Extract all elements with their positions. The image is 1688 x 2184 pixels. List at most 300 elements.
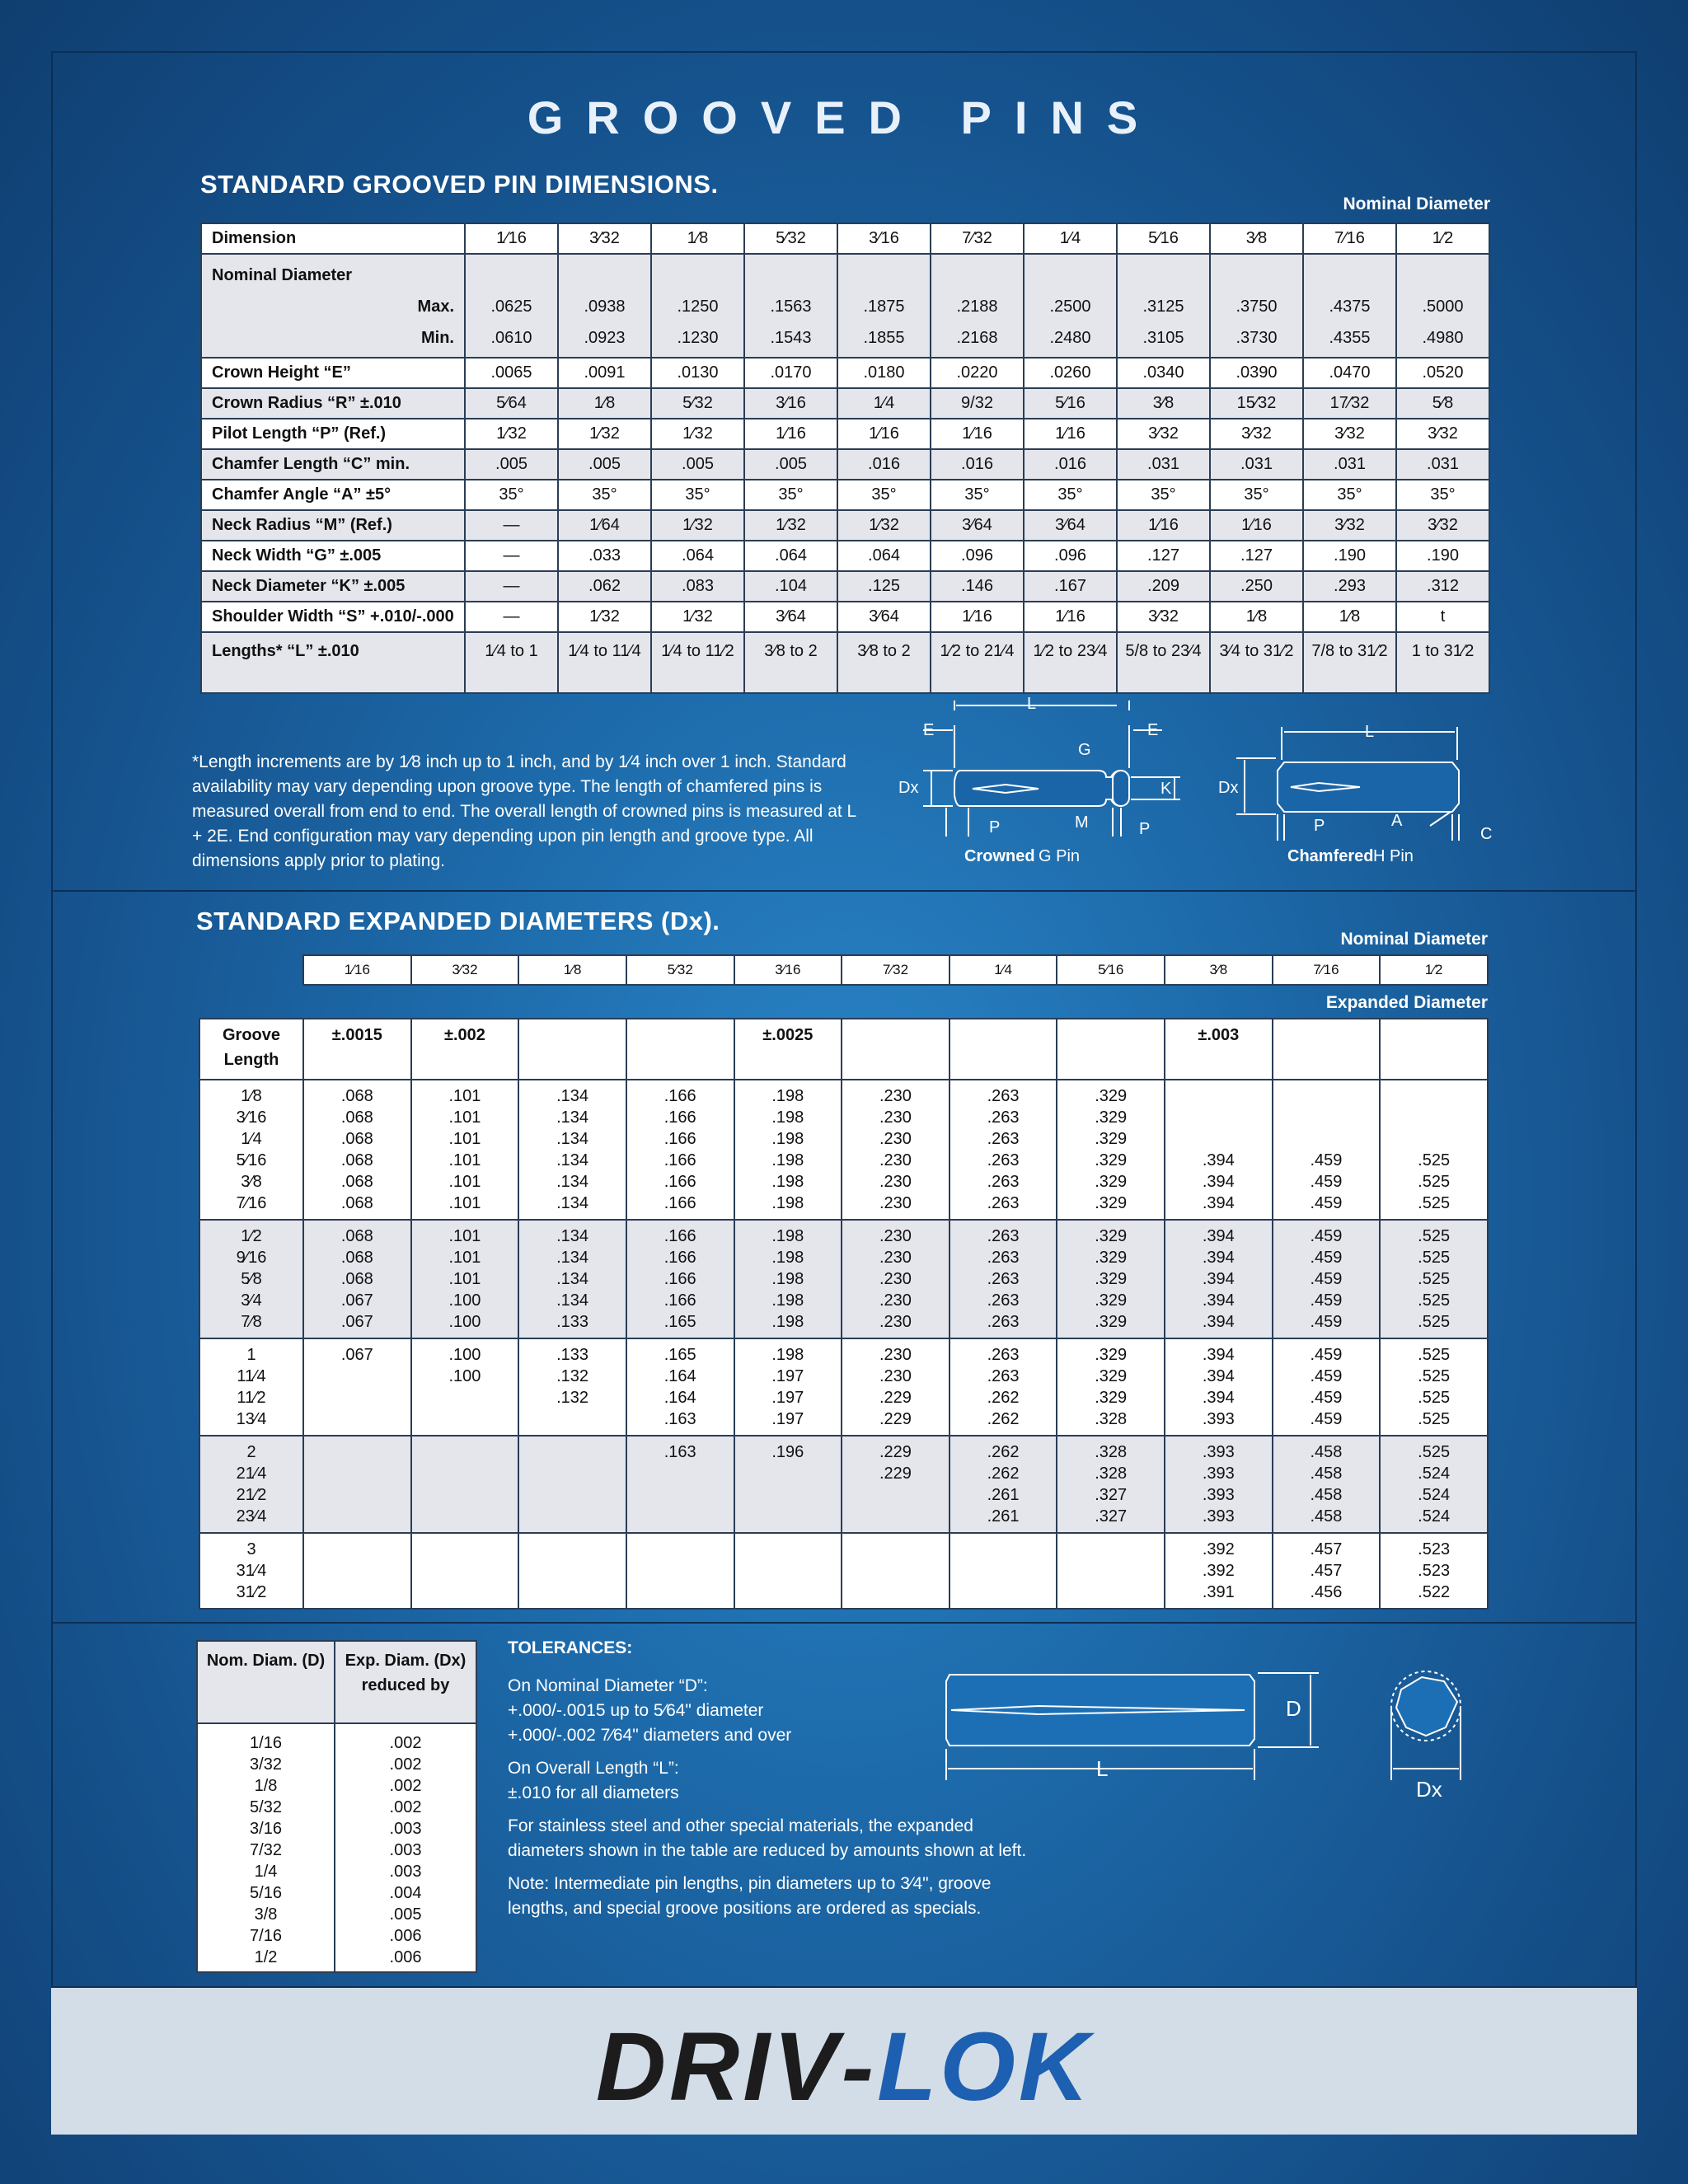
- dimension-value: 35°: [1024, 480, 1117, 510]
- expanded-diameter-value: .459: [1310, 1270, 1343, 1288]
- expanded-diameter-value: .263: [987, 1270, 1020, 1288]
- dimension-value: 3⁄32: [1396, 419, 1489, 449]
- length-value: 7/8 to 31⁄2: [1303, 632, 1396, 693]
- expanded-diameter-value: .198: [771, 1087, 804, 1105]
- dimension-value: .167: [1024, 571, 1117, 602]
- expanded-diameter-value: .263: [987, 1313, 1020, 1331]
- expanded-diameter-value: .525: [1418, 1194, 1451, 1212]
- nominal-diameter-cell: [1210, 254, 1303, 358]
- dimension-label: Crown Height “E”: [201, 358, 465, 388]
- expanded-diameter-value: .230: [879, 1346, 912, 1364]
- exp-diam-value: .003: [389, 1863, 422, 1881]
- dimension-value: .064: [651, 541, 744, 571]
- expanded-diameter-value: .230: [879, 1108, 912, 1127]
- dimension-row: [201, 388, 1489, 419]
- expanded-diameter-value: .134: [556, 1270, 589, 1288]
- expanded-diameter-cell: [411, 1220, 519, 1338]
- dimension-value: 1⁄16: [744, 419, 837, 449]
- expanded-diameter-value: .163: [663, 1410, 696, 1428]
- dimension-value: 3⁄32: [1396, 510, 1489, 541]
- expanded-diameter-value: [627, 1506, 734, 1527]
- nom-diam-value: 1/8: [254, 1777, 278, 1795]
- expanded-diameter-value: [842, 1506, 949, 1527]
- expanded-diameter-value: .459: [1310, 1313, 1343, 1331]
- expanded-diameter-value: [304, 1582, 410, 1603]
- dimension-label: Chamfer Length “C” min.: [201, 449, 465, 480]
- expanded-diameter-cell: [303, 1338, 411, 1436]
- nd-min-value: .4980: [1422, 329, 1464, 347]
- dimension-label: Neck Width “G” ±.005: [201, 541, 465, 571]
- expanded-diameter-value: .393: [1202, 1465, 1235, 1483]
- nd-min-value: .2480: [1049, 329, 1091, 347]
- expanded-diameter-cell: [1057, 1338, 1165, 1436]
- expanded-diameter-value: .198: [771, 1108, 804, 1127]
- length-value: 5/8 to 23⁄4: [1117, 632, 1210, 693]
- expanded-diameter-value: .166: [663, 1087, 696, 1105]
- dimension-value: 1⁄32: [837, 510, 931, 541]
- expanded-diameter-value: .166: [663, 1108, 696, 1127]
- groove-length: 23⁄4: [236, 1507, 267, 1526]
- tolerances-title: TOLERANCES:: [508, 1638, 633, 1657]
- expanded-diameter-value: .263: [987, 1249, 1020, 1267]
- expanded-diameter-value: .459: [1310, 1194, 1343, 1212]
- dimension-value: —: [465, 602, 558, 632]
- tol-stainless: For stainless steel and other special materials, the expanded diameters shown in the table are reduced by amounts shown at left.: [508, 1816, 1027, 1860]
- expanded-diameter-value: .459: [1310, 1173, 1343, 1191]
- groove-length: 3: [246, 1540, 256, 1558]
- exp-diam-value: .006: [389, 1927, 422, 1945]
- dimension-label: Neck Radius “M” (Ref.): [201, 510, 465, 541]
- groove-length: 1⁄2: [241, 1227, 262, 1245]
- nd-min-value: .1230: [677, 329, 719, 347]
- dimension-label: Neck Diameter “K” ±.005: [201, 571, 465, 602]
- groove-length-group: [199, 1080, 1488, 1220]
- dimension-value: .064: [837, 541, 931, 571]
- dimension-value: 1⁄32: [558, 602, 651, 632]
- label-p-left: P: [989, 818, 1001, 837]
- pin-tolerance-diagram: [940, 1657, 1484, 1805]
- expanded-diameter-cell: [1057, 1080, 1165, 1220]
- groove-length-group: [199, 1220, 1488, 1338]
- expanded-diameter-cell: [411, 1436, 519, 1533]
- nd-max-value: .0938: [584, 298, 626, 316]
- nom-diam-value: 7/32: [250, 1841, 282, 1859]
- expanded-diameter-value: [735, 1484, 842, 1506]
- dimension-value: .033: [558, 541, 651, 571]
- footer-band: [51, 1986, 1637, 2135]
- expanded-diameter-value: [519, 1484, 626, 1506]
- nd-min-label: Min.: [421, 329, 454, 347]
- exp-diam-value: .005: [389, 1905, 422, 1924]
- expanded-diameter-value: [735, 1463, 842, 1484]
- dimension-value: .127: [1210, 541, 1303, 571]
- expanded-diameter-cell: [303, 1533, 411, 1609]
- dimension-value: t: [1396, 602, 1489, 632]
- expanded-diameter-value: .229: [879, 1443, 912, 1461]
- dimension-value: 3⁄32: [1303, 510, 1396, 541]
- expanded-diameter-value: .166: [663, 1194, 696, 1212]
- logo-part-2: LOK: [877, 2013, 1093, 2121]
- expanded-diameter-value: .394: [1202, 1346, 1235, 1364]
- label-m: M: [1075, 813, 1089, 832]
- expanded-diameter-value: .394: [1202, 1227, 1235, 1245]
- groove-length-group: [199, 1338, 1488, 1436]
- expanded-diameter-value: [1273, 1128, 1380, 1150]
- expanded-diameter-value: .394: [1202, 1367, 1235, 1385]
- expanded-diameter-value: .329: [1095, 1367, 1128, 1385]
- exp-diam-value: .002: [389, 1777, 422, 1795]
- label-a: A: [1391, 812, 1403, 830]
- groove-length: 21⁄2: [236, 1486, 267, 1504]
- expanded-diameter-value: .459: [1310, 1367, 1343, 1385]
- nominal-column-header: 1⁄4: [950, 955, 1057, 985]
- expanded-diameter-value: .525: [1418, 1389, 1451, 1407]
- expanded-diameter-value: .457: [1310, 1540, 1343, 1558]
- expanded-diameter-value: [412, 1387, 518, 1408]
- expanded-diameter-value: [735, 1539, 842, 1560]
- length-value: 1⁄2 to 21⁄4: [931, 632, 1024, 693]
- expanded-diameter-value: .101: [448, 1087, 481, 1105]
- nom-diam-value: 1/4: [254, 1863, 278, 1881]
- dimension-value: .062: [558, 571, 651, 602]
- expanded-diameter-value: .230: [879, 1151, 912, 1169]
- expanded-diameter-value: .166: [663, 1270, 696, 1288]
- expanded-diameter-value: [519, 1408, 626, 1430]
- expanded-diameter-value: [842, 1539, 949, 1560]
- section-title-expanded: STANDARD EXPANDED DIAMETERS (Dx).: [196, 907, 720, 935]
- length-value: 1⁄4 to 11⁄4: [558, 632, 651, 693]
- expanded-diameter-value: .263: [987, 1346, 1020, 1364]
- label-dx-2: Dx: [1218, 779, 1239, 797]
- dimension-value: .0180: [837, 358, 931, 388]
- expanded-diameter-value: .459: [1310, 1291, 1343, 1310]
- dimension-row: [201, 541, 1489, 571]
- exp-diam-value: .002: [389, 1734, 422, 1752]
- expanded-diameter-value: .068: [340, 1108, 373, 1127]
- nominal-column-header: 1⁄16: [303, 955, 411, 985]
- dimension-value: .0260: [1024, 358, 1117, 388]
- nominal-diameter-row: [201, 254, 1489, 358]
- expanded-diameter-value: [1057, 1582, 1164, 1603]
- expanded-diameter-value: .458: [1310, 1507, 1343, 1526]
- expanded-diameter-value: .525: [1418, 1291, 1451, 1310]
- expanded-diameter-value: .230: [879, 1130, 912, 1148]
- nominal-column-header: 1⁄8: [518, 955, 626, 985]
- expanded-diameter-value: .101: [448, 1108, 481, 1127]
- expanded-diameter-cell: [303, 1080, 411, 1220]
- lengths-row: [201, 632, 1489, 693]
- expanded-diameter-value: .198: [771, 1173, 804, 1191]
- nd-title: Nominal Diameter: [212, 266, 353, 284]
- dimension-value: .016: [837, 449, 931, 480]
- expanded-diameter-value: .457: [1310, 1562, 1343, 1580]
- dimension-value: .031: [1396, 449, 1489, 480]
- groove-length: 1⁄8: [241, 1087, 262, 1105]
- expanded-diameter-value: .329: [1095, 1130, 1128, 1148]
- expanded-diameter-cell: [842, 1080, 950, 1220]
- dimension-value: 35°: [744, 480, 837, 510]
- expanded-diameter-value: [304, 1484, 410, 1506]
- expanded-diameter-value: .525: [1418, 1249, 1451, 1267]
- column-header: 1⁄8: [651, 223, 744, 254]
- dimension-value: .0091: [558, 358, 651, 388]
- expanded-diameter-cell: [1273, 1338, 1381, 1436]
- expanded-diameter-value: .525: [1418, 1367, 1451, 1385]
- expanded-diameter-value: .068: [340, 1173, 373, 1191]
- exp-diam-value: .002: [389, 1798, 422, 1816]
- expanded-diameter-value: [950, 1539, 1057, 1560]
- column-header: 1⁄4: [1024, 223, 1117, 254]
- expanded-diameter-value: .523: [1418, 1562, 1451, 1580]
- expanded-diameter-value: [735, 1506, 842, 1527]
- expanded-diameter-value: .525: [1418, 1313, 1451, 1331]
- expanded-diameter-value: .459: [1310, 1151, 1343, 1169]
- dimension-value: .083: [651, 571, 744, 602]
- expanded-diameter-cell: [1380, 1338, 1488, 1436]
- expanded-diameter-value: .394: [1202, 1270, 1235, 1288]
- expanded-diameter-value: .165: [663, 1313, 696, 1331]
- expanded-diameter-value: .329: [1095, 1313, 1128, 1331]
- dimension-value: 15⁄32: [1210, 388, 1303, 419]
- expanded-diameter-value: .197: [771, 1410, 804, 1428]
- expanded-diameter-value: .328: [1095, 1465, 1128, 1483]
- expanded-diameter-value: .458: [1310, 1443, 1343, 1461]
- groove-length-cell: [199, 1533, 303, 1609]
- column-header: 7⁄16: [1303, 223, 1396, 254]
- nom-diam-list: [197, 1723, 335, 1972]
- expanded-diameter-value: .525: [1418, 1346, 1451, 1364]
- dimension-row: [201, 602, 1489, 632]
- dimension-value: 1⁄16: [837, 419, 931, 449]
- exp-diam-header: Exp. Diam. (Dx) reduced by: [335, 1641, 476, 1723]
- label-p-right: P: [1139, 820, 1151, 838]
- expanded-diameter-value: .164: [663, 1389, 696, 1407]
- exp-diam-value: .004: [389, 1884, 422, 1902]
- dimension-value: 9/32: [931, 388, 1024, 419]
- expanded-diameter-value: .132: [556, 1367, 589, 1385]
- expanded-diameter-value: [304, 1441, 410, 1463]
- expanded-diameter-value: .166: [663, 1249, 696, 1267]
- dimension-value: 17⁄32: [1303, 388, 1396, 419]
- expanded-diameter-value: .067: [340, 1313, 373, 1331]
- expanded-diameter-value: [304, 1539, 410, 1560]
- expanded-header-cell: [842, 1019, 950, 1080]
- expanded-diameter-value: .134: [556, 1130, 589, 1148]
- nd-min-value: .4355: [1329, 329, 1371, 347]
- column-header: 3⁄8: [1210, 223, 1303, 254]
- expanded-diameter-value: .525: [1418, 1227, 1451, 1245]
- column-header: 3⁄16: [837, 223, 931, 254]
- expanded-diameter-value: [627, 1484, 734, 1506]
- expanded-diameter-cell: [303, 1220, 411, 1338]
- expanded-diameter-cell: [734, 1533, 842, 1609]
- expanded-diameter-value: .263: [987, 1130, 1020, 1148]
- dimension-label: Chamfer Angle “A” ±5°: [201, 480, 465, 510]
- dimension-value: 1⁄64: [558, 510, 651, 541]
- nd-min-value: .3105: [1142, 329, 1184, 347]
- expanded-diameter-value: .230: [879, 1173, 912, 1191]
- dimension-value: 1⁄32: [744, 510, 837, 541]
- groove-length: 13⁄4: [236, 1410, 267, 1428]
- expanded-diameter-value: .134: [556, 1151, 589, 1169]
- expanded-diameter-cell: [1165, 1080, 1273, 1220]
- expanded-diameter-value: .068: [340, 1087, 373, 1105]
- groove-length-cell: [199, 1080, 303, 1220]
- expanded-diameter-value: .166: [663, 1291, 696, 1310]
- expanded-diameter-cell: [1380, 1533, 1488, 1609]
- page-title: GROOVED PINS: [527, 91, 1161, 143]
- dimension-value: 3⁄64: [837, 602, 931, 632]
- dimension-value: 5⁄32: [651, 388, 744, 419]
- dimension-value: .0130: [651, 358, 744, 388]
- expanded-diameter-value: [627, 1463, 734, 1484]
- expanded-diameter-cell: [1273, 1533, 1381, 1609]
- expanded-diameter-value: .101: [448, 1249, 481, 1267]
- expanded-diameter-value: .329: [1095, 1227, 1128, 1245]
- column-header: 7⁄32: [931, 223, 1024, 254]
- dimension-value: 1⁄8: [1303, 602, 1396, 632]
- expanded-diameter-value: .458: [1310, 1486, 1343, 1504]
- label-l-3: L: [1096, 1756, 1109, 1781]
- nom-diam-value: 3/32: [250, 1755, 282, 1774]
- expanded-diameter-value: .068: [340, 1151, 373, 1169]
- exp-diam-value: .002: [389, 1755, 422, 1774]
- expanded-diameter-value: .101: [448, 1194, 481, 1212]
- dimension-value: .005: [651, 449, 744, 480]
- expanded-diameter-value: [1165, 1107, 1272, 1128]
- dimension-label: Shoulder Width “S” +.010/-.000: [201, 602, 465, 632]
- expanded-header-row: [199, 1019, 1488, 1080]
- dimension-value: 1⁄16: [1024, 419, 1117, 449]
- expanded-diameter-value: .525: [1418, 1173, 1451, 1191]
- expanded-diameter-value: .229: [879, 1410, 912, 1428]
- expanded-diameter-cell: [518, 1533, 626, 1609]
- dimension-value: 1⁄16: [931, 419, 1024, 449]
- expanded-diameter-value: .068: [340, 1194, 373, 1212]
- nominal-diameter-cell: [1117, 254, 1210, 358]
- dimension-row: [201, 419, 1489, 449]
- dimension-value: .031: [1117, 449, 1210, 480]
- nominal-diameter-cell: [1024, 254, 1117, 358]
- dimension-value: .031: [1210, 449, 1303, 480]
- expanded-diameter-value: .229: [879, 1465, 912, 1483]
- expanded-diameter-cell: [734, 1220, 842, 1338]
- groove-length: 31⁄2: [236, 1583, 267, 1601]
- dimension-value: .104: [744, 571, 837, 602]
- expanded-diameter-value: [412, 1484, 518, 1506]
- expanded-diameter-value: .198: [771, 1130, 804, 1148]
- label-e-left: E: [923, 721, 935, 739]
- expanded-diameter-cell: [1273, 1436, 1381, 1533]
- expanded-diameter-value: .329: [1095, 1108, 1128, 1127]
- expanded-diameter-value: .394: [1202, 1173, 1235, 1191]
- dimension-value: .005: [744, 449, 837, 480]
- length-value: 1⁄4 to 1: [465, 632, 558, 693]
- expanded-diameter-value: .525: [1418, 1270, 1451, 1288]
- expanded-diameter-value: .132: [556, 1389, 589, 1407]
- expanded-diameter-cell: [626, 1220, 734, 1338]
- expanded-diameter-value: .329: [1095, 1194, 1128, 1212]
- expanded-diameter-cell: [842, 1533, 950, 1609]
- expanded-diameter-value: .459: [1310, 1249, 1343, 1267]
- dimension-value: 35°: [1303, 480, 1396, 510]
- expanded-diameter-value: .196: [771, 1443, 804, 1461]
- dimension-value: .0470: [1303, 358, 1396, 388]
- expanded-diameter-value: .101: [448, 1151, 481, 1169]
- nominal-column-header: 3⁄8: [1165, 955, 1273, 985]
- column-header: 3⁄32: [558, 223, 651, 254]
- expanded-diameter-value: [304, 1463, 410, 1484]
- expanded-diameter-cell: [1165, 1220, 1273, 1338]
- dimension-label: Crown Radius “R” ±.010: [201, 388, 465, 419]
- expanded-header-cell: Groove Length: [199, 1019, 303, 1080]
- dimension-value: 35°: [651, 480, 744, 510]
- nd-max-value: .0625: [490, 298, 532, 316]
- dimension-value: 3⁄32: [1117, 602, 1210, 632]
- exp-diam-value: .003: [389, 1820, 422, 1838]
- dimension-value: 35°: [931, 480, 1024, 510]
- dimension-value: 3⁄64: [931, 510, 1024, 541]
- dimension-value: —: [465, 510, 558, 541]
- expanded-diameter-cell: [626, 1533, 734, 1609]
- label-l-2: L: [1365, 723, 1375, 741]
- dimension-value: .190: [1303, 541, 1396, 571]
- logo-part-1: DRIV: [595, 2013, 842, 2121]
- expanded-diameter-cell: [842, 1436, 950, 1533]
- dimension-label: Pilot Length “P” (Ref.): [201, 419, 465, 449]
- expanded-diameter-value: .459: [1310, 1389, 1343, 1407]
- nd-max-value: .1563: [770, 298, 812, 316]
- nd-min-value: .2168: [956, 329, 998, 347]
- expanded-diameter-value: [412, 1539, 518, 1560]
- expanded-diameter-cell: [303, 1436, 411, 1533]
- expanded-diameter-cell: [1380, 1080, 1488, 1220]
- dimension-value: .005: [558, 449, 651, 480]
- expanded-diameter-value: [735, 1560, 842, 1582]
- nom-diam-value: 1/16: [250, 1734, 282, 1752]
- label-g: G: [1078, 741, 1091, 759]
- length-value: 3⁄4 to 31⁄2: [1210, 632, 1303, 693]
- expanded-diameter-value: .067: [340, 1291, 373, 1310]
- expanded-diameter-value: .327: [1095, 1486, 1128, 1504]
- expanded-header-cell: ±.002: [411, 1019, 519, 1080]
- expanded-diameter-value: .525: [1418, 1410, 1451, 1428]
- expanded-diameter-value: .329: [1095, 1249, 1128, 1267]
- dimension-value: .016: [1024, 449, 1117, 480]
- expanded-diameter-value: .394: [1202, 1194, 1235, 1212]
- expanded-diameter-value: [304, 1408, 410, 1430]
- label-e-right: E: [1147, 721, 1159, 739]
- expanded-diameter-value: .164: [663, 1367, 696, 1385]
- dimensions-table: [200, 223, 1490, 694]
- nom-diam-value: 3/8: [254, 1905, 278, 1924]
- nom-diam-header: Nom. Diam. (D): [197, 1641, 335, 1723]
- dimension-value: .064: [744, 541, 837, 571]
- divider: [51, 1622, 1637, 1624]
- expanded-diameter-value: .230: [879, 1291, 912, 1310]
- label-c: C: [1480, 825, 1493, 843]
- expanded-diameter-value: .263: [987, 1087, 1020, 1105]
- dimension-value: .0170: [744, 358, 837, 388]
- nominal-diameter-cell: [558, 254, 651, 358]
- expanded-diameter-value: [1057, 1539, 1164, 1560]
- expanded-diameter-value: .101: [448, 1130, 481, 1148]
- dimension-value: —: [465, 571, 558, 602]
- dimension-value: —: [465, 541, 558, 571]
- expanded-diameter-value: .329: [1095, 1151, 1128, 1169]
- exp-diam-value: .006: [389, 1948, 422, 1966]
- dimension-value: 1⁄32: [651, 602, 744, 632]
